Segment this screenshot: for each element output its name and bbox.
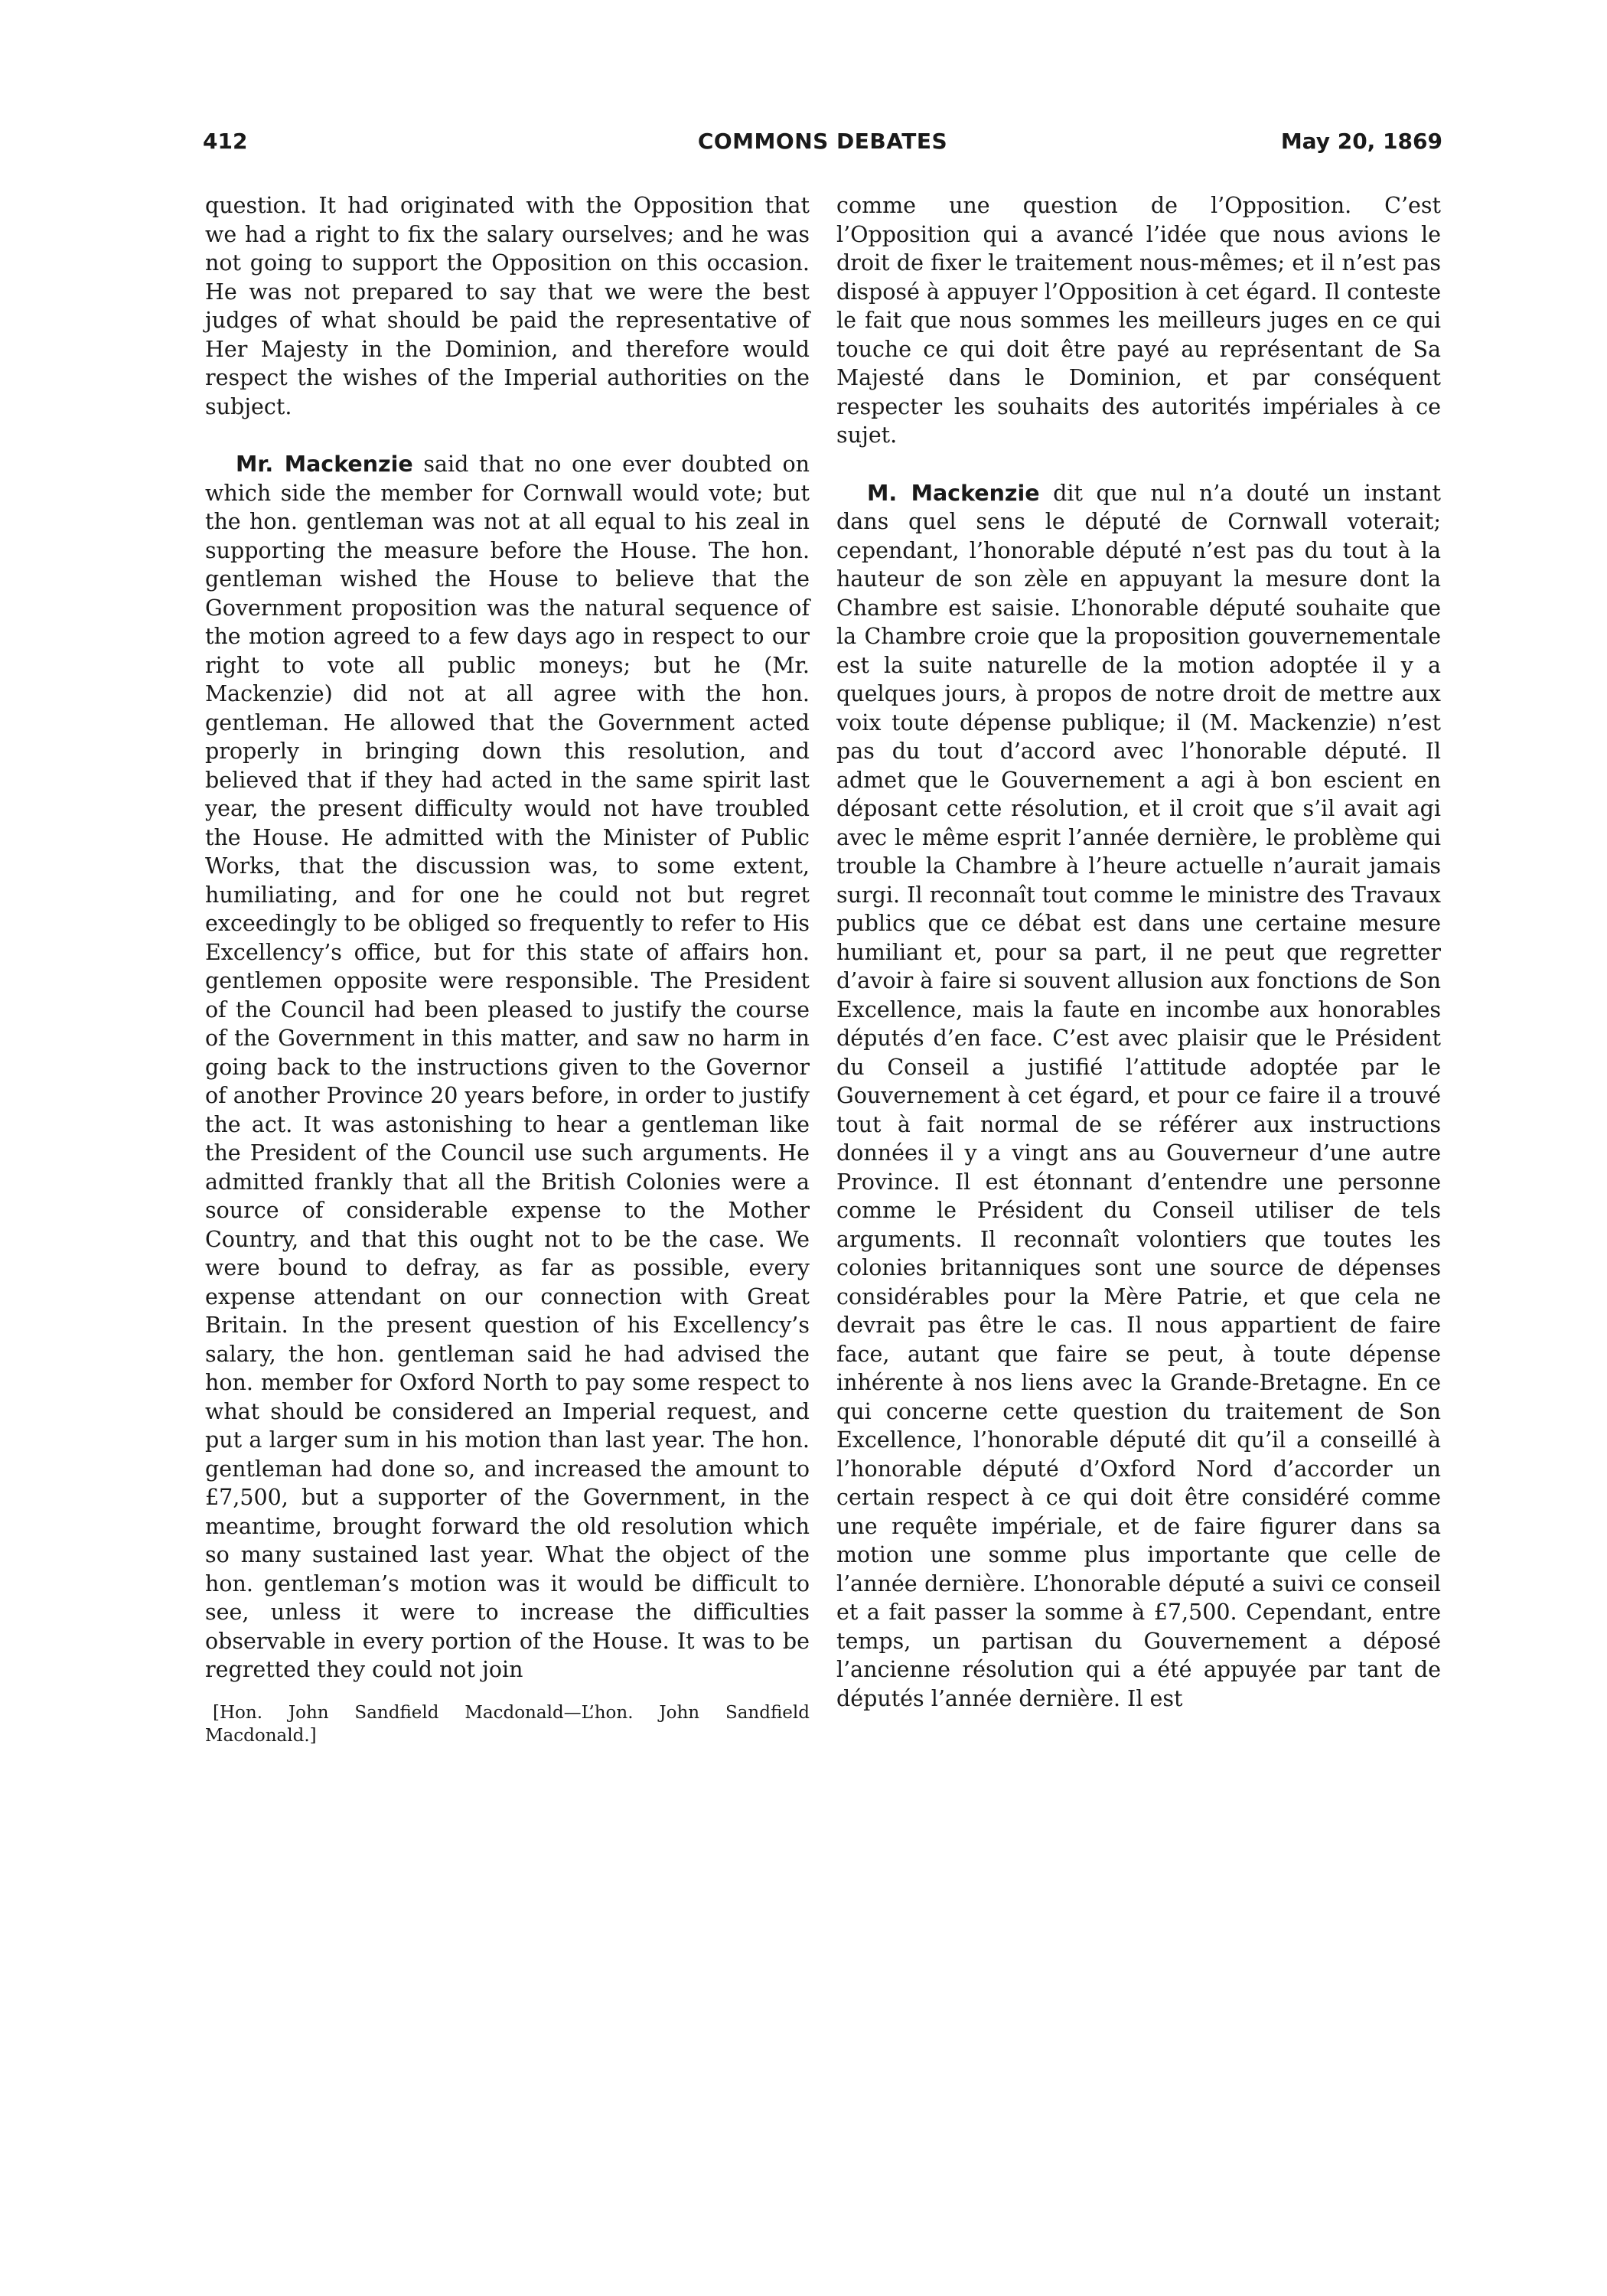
speaker-name: Mr. Mackenzie <box>236 452 413 477</box>
speech-text: said that no one ever doubted on which side the member for Cornwall would vote; but the hon. gentleman was not at all equal to his zeal in supporting the measure before the House. The hon. gentleman wished the House to believe that the Government proposition was the natural sequence of the motion agreed to a few days ago in respect to our right to vote all public moneys; but he (Mr. Mackenzie) did not at all agree with the hon. gentleman. He allowed that the Government acted properly in bringing down this resolution, and believed that if they had acted in the same spirit last year, the present difficulty would not have troubled the House. He admitted with the Minister of Public Works, that the discussion was, to some extent, humiliating, and for one he could not but regret exceedingly to be obliged so frequently to refer to His Excellency’s office, but for this state of affairs hon. gentlemen opposite were responsible. The President of the Council had been pleased to justify the course of the Government in this matter, and saw no harm in going back to the instructions given to the Governor of another Province 20 years before, in order to justify the act. It was astonishing to hear a gentleman like the President of the Council use such arguments. He admitted frankly that all the British Colonies were a source of considerable expense to the Mother Country, and that this ought not to be the case. We were bound to defray, as far as possible, every expense attendant on our connection with Great Britain. In the present question of his Excellency’s salary, the hon. gentleman said he had advised the hon. member for Oxford North to pay some respect to what should be considered an Imperial request, and put a larger sum in his motion than last year. The hon. gentleman had done so, and increased the amount to £7,500, but a supporter of the Government, in the meantime, brought forward the old resolution which so many sustained last year. What the object of the hon. gentleman’s motion was it would be difficult to see, unless it were to increase the difficulties observable in every portion of the House. It was to be regretted they could not join <box>205 452 810 1682</box>
running-title: COMMONS DEBATES <box>697 129 948 154</box>
english-paragraph-mackenzie <box>205 450 810 1684</box>
footnote: [Hon. John Sandfield Macdonald—L’hon. John Sandfield Macdonald.] <box>205 1702 810 1746</box>
french-paragraph-continued: comme une question de l’Opposition. C’est l’Opposition qui a avancé l’idée que nous avions le droit de fixer le traitement nous-mêmes; et il n’est pas disposé à appuyer l’Opposition à cet égard. Il conteste le fait que nous sommes les meilleurs juges en ce qui touche ce qui doit être payé au représentant de Sa Majesté dans le Dominion, et par conséquent respecter les souhaits des autorités impériales à ce sujet. <box>836 193 1441 448</box>
english-paragraph-continued: question. It had originated with the Opposition that we had a right to fix the salary ourselves; and he was not going to support the Opposition on this occasion. He was not prepared to say that we were the best judges of what should be paid the representative of Her Majesty in the Dominion, and therefore would respect the wishes of the Imperial authorities on the subject. <box>205 193 810 419</box>
french-column <box>836 191 1441 1713</box>
page-number: 412 <box>203 129 248 154</box>
speaker-name: M. Mackenzie <box>867 480 1040 506</box>
page-date: May 20, 1869 <box>1280 129 1442 154</box>
page-header <box>203 129 1442 162</box>
french-paragraph-mackenzie <box>836 479 1441 1714</box>
speech-text: dit que nul n’a douté un instant dans quel sens le député de Cornwall voterait; cependant, l’honorable député n’est pas du tout à la hauteur de son zèle en appuyant la mesure dont la Chambre est saisie. L’honorable député souhaite que la Chambre croie que la proposition gouvernementale est la suite naturelle de la motion adoptée il y a quelques jours, à propos de notre droit de mettre aux voix toute dépense publique; il (M. Mackenzie) n’est pas du tout d’accord avec l’honorable député. Il admet que le Gouvernement a agi à bon escient en déposant cette résolution, et il croit que s’il avait agi avec le même esprit l’année dernière, le problème qui trouble la Chambre à l’heure actuelle n’aurait jamais surgi. Il reconnaît tout comme le ministre des Travaux publics que ce débat est dans une certaine mesure humiliant et, pour sa part, il ne peut que regretter d’avoir à faire si souvent allusion aux fonctions de Son Excellence, mais la faute en incombe aux honorables députés d’en face. C’est avec plaisir que le Président du Conseil a justifié l’attitude adoptée par le Gouvernement à cet égard, et pour ce faire il a trouvé tout à fait normal de se référer aux instructions données il y a vingt ans au Gouverneur d’une autre Province. Il est étonnant d’entendre une personne comme le Président du Conseil utiliser de tels arguments. Il reconnaît volontiers que toutes les colonies britanniques sont une source de dépenses considérables pour la Mère Patrie, et que cela ne devrait pas être le cas. Il nous appartient de faire face, autant que faire se peut, à toute dépense inhérente à nos liens avec la Grande-Bretagne. En ce qui concerne cette question du traitement de Son Excellence, l’honorable député dit qu’il a conseillé à l’honorable député d’Oxford Nord d’accorder un certain respect à ce qui doit être considéré comme une requête impériale, et de faire figurer dans sa motion une somme plus importante que celle de l’année dernière. L’honorable député a suivi ce conseil et a fait passer la somme à £7,500. Cependant, entre temps, un partisan du Gouvernement a déposé l’ancienne résolution qui a été appuyée par tant de députés l’année dernière. Il est <box>836 480 1442 1711</box>
english-column <box>205 191 810 1747</box>
